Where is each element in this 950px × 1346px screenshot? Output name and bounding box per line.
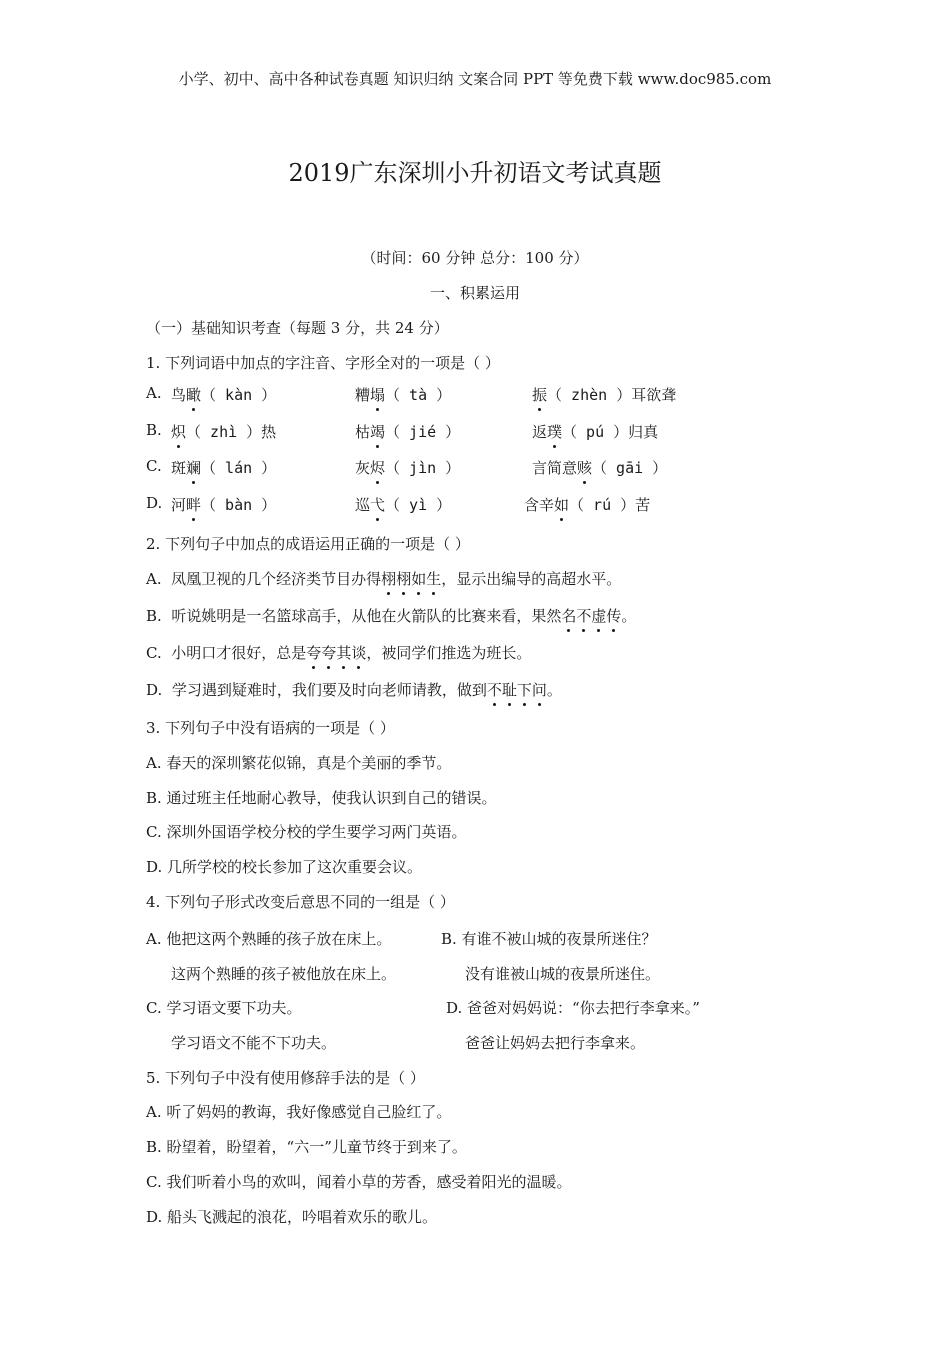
q4-option-d-original: D. 爸爸对妈妈说：“你去把行李拿来。” — [446, 999, 700, 1017]
q1-option-b-label: B. — [146, 421, 162, 439]
q1-option-c-word2: 灰烬（ jìn ） — [355, 459, 461, 477]
q2-option-a: A. 凤凰卫视的几个经济类节目办得栩栩如生，显示出编导的高超水平。 — [146, 570, 622, 588]
q2-option-d: D. 学习遇到疑难时，我们要及时向老师请教，做到不耻下问。 — [146, 681, 562, 699]
q1-option-d-label: D. — [146, 494, 163, 512]
q1-option-a-label: A. — [146, 384, 162, 402]
q4-option-a-changed: 这两个熟睡的孩子被他放在床上。 — [171, 965, 397, 983]
q2-option-c: C. 小明口才很好，总是夸夸其谈，被同学们推选为班长。 — [146, 644, 532, 662]
q1-option-a-word1: 鸟瞰（ kàn ） — [171, 386, 277, 404]
q1-option-b-word2: 枯竭（ jié ） — [355, 423, 461, 441]
q1-option-c-word3: 言简意赅（ gāi ） — [532, 459, 668, 477]
q5-stem: 5. 下列句子中没有使用修辞手法的是（ ） — [146, 1069, 425, 1087]
q1-option-c-label: C. — [146, 457, 162, 475]
q4-option-c-changed: 学习语文不能不下功夫。 — [171, 1034, 337, 1052]
page-title: 2019广东深圳小升初语文考试真题 — [288, 159, 662, 187]
part-heading: （一）基础知识考查（每题 3 分，共 24 分） — [146, 319, 449, 337]
q2-stem: 2. 下列句子中加点的成语运用正确的一项是（ ） — [146, 535, 470, 553]
q5-option-d: D. 船头飞溅起的浪花，吟唱着欢乐的歌儿。 — [146, 1208, 438, 1226]
exam-meta: （时间：60 分钟 总分：100 分） — [361, 249, 589, 267]
q1-option-d-word2: 巡弋（ yì ） — [355, 496, 452, 514]
q1-option-c-word1: 斑斓（ lán ） — [171, 459, 277, 477]
q5-option-c: C. 我们听着小鸟的欢叫，闻着小草的芳香，感受着阳光的温暖。 — [146, 1173, 572, 1191]
q4-option-d-changed: 爸爸让妈妈去把行李拿来。 — [465, 1034, 646, 1052]
q3-option-d: D. 几所学校的校长参加了这次重要会议。 — [146, 858, 423, 876]
q1-stem: 1. 下列词语中加点的字注音、字形全对的一项是（ ） — [146, 354, 500, 372]
page-header: 小学、初中、高中各种试卷真题 知识归纳 文案合同 PPT 等免费下载 www.doc985.com — [178, 70, 772, 88]
q2-option-b: B. 听说姚明是一名篮球高手，从他在火箭队的比赛来看，果然名不虚传。 — [146, 607, 637, 625]
q1-option-b-word3: 返璞（ pú ）归真 — [532, 423, 659, 441]
q3-stem: 3. 下列句子中没有语病的一项是（ ） — [146, 719, 395, 737]
q1-option-d-word3: 含辛如（ rú ）苦 — [524, 496, 651, 514]
q1-option-d-word1: 河畔（ bàn ） — [171, 496, 277, 514]
section-heading: 一、积累运用 — [429, 284, 520, 302]
q3-option-b: B. 通过班主任地耐心教导，使我认识到自己的错误。 — [146, 789, 497, 807]
q4-option-a-original: A. 他把这两个熟睡的孩子放在床上。 — [146, 930, 392, 948]
q5-option-a: A. 听了妈妈的教诲，我好像感觉自己脸红了。 — [146, 1103, 452, 1121]
q1-option-a-word3: 振（ zhèn ）耳欲聋 — [532, 386, 677, 404]
q5-option-b: B. 盼望着，盼望着，“六一”儿童节终于到来了。 — [146, 1138, 467, 1156]
q1-option-a-word2: 糟塌（ tà ） — [355, 386, 452, 404]
q4-stem: 4. 下列句子形式改变后意思不同的一组是（ ） — [146, 893, 455, 911]
q4-option-b-changed: 没有谁被山城的夜景所迷住。 — [465, 965, 661, 983]
q3-option-c: C. 深圳外国语学校分校的学生要学习两门英语。 — [146, 823, 467, 841]
q4-option-b-original: B. 有谁不被山城的夜景所迷住？ — [441, 930, 657, 948]
q3-option-a: A. 春天的深圳繁花似锦，真是个美丽的季节。 — [146, 754, 452, 772]
q4-option-c-original: C. 学习语文要下功夫。 — [146, 999, 302, 1017]
q1-option-b-word1: 炽（ zhì ）热 — [171, 423, 277, 441]
